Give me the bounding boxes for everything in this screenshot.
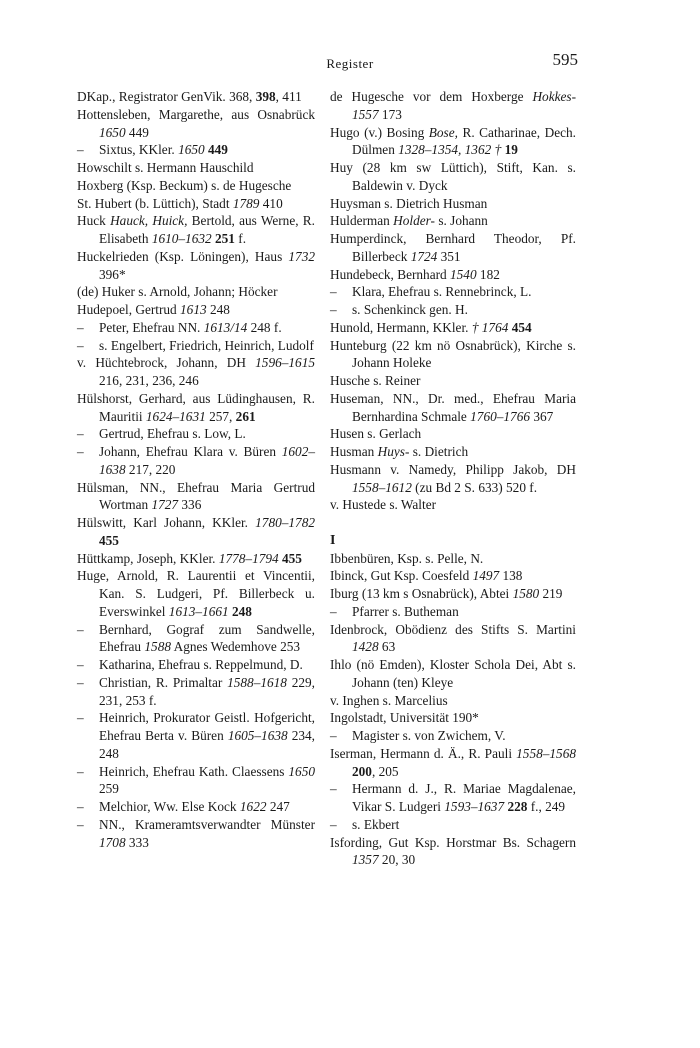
entry-text: 449: [125, 124, 149, 140]
entry-text: Humperdinck, Bernhard Theodor, Pf. Billerbeck: [330, 231, 576, 264]
entry-text: 259: [99, 781, 119, 797]
entry-text: 396*: [99, 266, 126, 282]
entry-text: 1610–1632: [151, 231, 212, 246]
entry-text: 1613–1661: [168, 603, 229, 619]
index-column-right: [330, 88, 576, 869]
index-subentry: [77, 319, 315, 337]
index-entry: [77, 106, 315, 142]
index-subentry: [77, 709, 315, 762]
entry-text: Agnes Wedemhove 253: [171, 639, 301, 655]
index-entry: [77, 212, 315, 248]
entry-text: 1497: [472, 568, 500, 584]
entry-text: 1588–1618: [227, 674, 287, 690]
index-subentry: [330, 283, 576, 301]
subentry-dash: –: [77, 319, 84, 335]
index-entry: [77, 248, 315, 284]
subentry-dash: –: [330, 284, 337, 300]
index-entry: [330, 585, 576, 603]
index-subentry: [77, 425, 315, 443]
entry-text: Klara, Ehefrau s. Rennebrinck, L.: [352, 284, 532, 300]
index-entry: [330, 159, 576, 195]
entry-text: Ibinck, Gut Ksp. Coesfeld: [330, 568, 473, 584]
entry-text: NN., Krameramtsverwandter Münster: [99, 816, 315, 832]
index-subentry: [77, 763, 315, 799]
entry-text: Ingolstadt, Universität 190*: [330, 710, 479, 726]
index-subentry: [330, 727, 576, 745]
entry-text: Bernhard, Gograf zum Sandwelle, Ehefrau: [99, 621, 315, 655]
entry-text: 1558–1568: [516, 745, 576, 761]
entry-text: 1596–1615: [255, 355, 315, 371]
subentry-dash: –: [330, 302, 337, 317]
entry-text: Hauck, Huick,: [110, 213, 188, 229]
entry-text: I: [330, 532, 336, 548]
entry-text: Idenbrock, Obödienz des Stifts S. Martini: [330, 621, 576, 637]
index-subentry: [77, 674, 315, 710]
index-entry: [77, 514, 315, 550]
index-entry: [330, 266, 576, 284]
entry-text: 1613: [180, 302, 207, 317]
entry-text: † 1764: [471, 319, 509, 335]
entry-text: 182: [476, 266, 500, 282]
subentry-dash: –: [77, 763, 84, 779]
entry-text: s. Dietrich: [409, 444, 469, 459]
entry-text: Peter, Ehefrau NN.: [99, 319, 204, 335]
entry-text: 19: [504, 142, 518, 158]
subentry-dash: –: [330, 728, 337, 743]
entry-text: 398: [255, 89, 276, 104]
entry-text: , 205: [371, 763, 399, 779]
entry-text: Huge, Arnold, R. Laurentii et Vincentii, Kan. S. Ludgeri, Pf. Billerbeck u. Everswinkel: [77, 568, 315, 619]
entry-text: 1778–1794: [218, 550, 279, 566]
index-entry: [330, 337, 576, 373]
entry-text: Pfarrer s. Butheman: [352, 603, 459, 619]
entry-text: 336: [178, 497, 202, 513]
entry-text: Husche s. Reiner: [330, 373, 421, 388]
index-subentry: [330, 301, 576, 319]
entry-text: 173: [378, 106, 402, 122]
entry-text: Isfording, Gut Ksp. Horstmar Bs. Schagern: [330, 834, 576, 850]
entry-text: 1789: [232, 195, 260, 211]
entry-text: 248: [206, 302, 230, 317]
entry-text: 351: [437, 248, 461, 264]
entry-text: s. Ekbert: [352, 816, 400, 832]
entry-text: 248 f.: [247, 319, 282, 335]
subentry-dash: –: [77, 621, 84, 637]
entry-text: s. Schenkinck gen. H.: [352, 302, 468, 317]
index-subentry: [77, 656, 315, 674]
index-column-left: [77, 88, 315, 851]
entry-text: 229, 231, 253 f.: [99, 674, 316, 708]
entry-text: Bertold, aus Werne, R. Elisabeth: [99, 213, 315, 246]
entry-text: v. Hüchtebrock, Johann, DH: [77, 355, 256, 371]
entry-text: 1328–1354, 1362 †: [398, 142, 502, 158]
entry-text: Hudepoel, Gertrud: [77, 302, 181, 317]
entry-text: Heinrich, Ehefrau Kath. Claessens: [99, 763, 289, 779]
entry-text: 1624–1631: [145, 408, 206, 424]
entry-text: St. Hubert (b. Lüttich), Stadt: [77, 195, 233, 211]
index-subentry: [77, 798, 315, 816]
entry-text: Melchior, Ww. Else Kock: [99, 799, 240, 814]
entry-text: 454: [511, 319, 532, 335]
index-entry: [330, 372, 576, 390]
index-entry: [330, 692, 576, 710]
entry-text: Huckelrieden (Ksp. Löningen), Haus: [77, 248, 289, 264]
entry-text: R. Catharinae, Dech. Dülmen: [352, 124, 576, 158]
entry-text: Huseman, NN., Dr. med., Ehefrau Maria Bernhardina Schmale: [330, 390, 576, 424]
entry-text: 367: [530, 408, 554, 424]
index-entry: [330, 550, 576, 568]
entry-text: Iserman, Hermann d. Ä., R. Pauli: [330, 745, 517, 761]
entry-text: (de) Huker s. Arnold, Johann; Höcker: [77, 284, 278, 300]
running-header: Register: [326, 56, 374, 71]
entry-text: 1732: [288, 248, 315, 264]
entry-text: 217, 220: [125, 461, 176, 477]
index-subentry: [330, 603, 576, 621]
entry-text: 261: [235, 408, 256, 424]
index-entry: [77, 283, 315, 301]
entry-text: Sixtus, KKler.: [99, 142, 179, 158]
entry-text: 219: [539, 586, 563, 601]
entry-text: v. Hustede s. Walter: [330, 497, 437, 513]
entry-text: 1760–1766: [470, 408, 530, 424]
index-subentry: [330, 816, 576, 834]
entry-text: 1605–1638: [227, 728, 288, 743]
entry-text: 455: [282, 550, 302, 566]
subentry-dash: –: [77, 657, 84, 672]
index-entry: [330, 496, 576, 514]
entry-text: 138: [499, 568, 523, 584]
entry-text: 1650: [288, 763, 315, 779]
index-entry: [330, 567, 576, 585]
entry-text: Huysman s. Dietrich Husman: [330, 195, 488, 211]
index-entry: [77, 301, 315, 319]
subentry-dash: –: [77, 710, 84, 726]
index-entry: [77, 195, 315, 213]
index-subentry: [330, 780, 576, 816]
entry-text: 1708: [99, 834, 126, 850]
entry-text: 410: [259, 195, 283, 211]
subentry-dash: –: [77, 444, 84, 459]
index-entry: [330, 709, 576, 727]
entry-text: 251: [214, 231, 235, 246]
entry-text: Hüttkamp, Joseph, KKler.: [77, 550, 219, 566]
entry-text: Hulderman: [330, 213, 394, 229]
entry-text: (zu Bd 2 S. 633) 520 f.: [411, 479, 538, 495]
index-entry: [77, 567, 315, 620]
entry-text: Hermann d. J., R. Mariae Magdalenae, Vikar S. Ludgeri: [352, 781, 576, 814]
entry-text: 1357: [352, 852, 379, 868]
entry-text: Magister s. von Zwichem, V.: [352, 728, 506, 743]
entry-text: Katharina, Ehefrau s. Reppelmund, D.: [99, 657, 303, 672]
page-number: 595: [552, 50, 578, 69]
index-subentry: [77, 141, 315, 159]
entry-text: 1780–1782: [255, 515, 315, 530]
entry-text: Gertrud, Ehefrau s. Low, L.: [99, 426, 246, 442]
entry-text: f., 249: [527, 799, 566, 814]
entry-text: s. Engelbert, Friedrich, Heinrich, Ludolf: [99, 337, 314, 353]
subentry-dash: –: [77, 426, 84, 442]
index-entry: [77, 390, 315, 426]
entry-text: Johann, Ehefrau Klara v. Büren: [99, 444, 282, 459]
entry-text: Hokkes-: [532, 89, 576, 104]
entry-text: f.: [234, 231, 247, 246]
index-entry: [77, 177, 315, 195]
entry-text: Husmann v. Namedy, Philipp Jakob, DH: [330, 461, 576, 477]
entry-text: Ihlo (nö Emden), Kloster Schola Dei, Abt s. Johann (ten) Kleye: [330, 657, 576, 690]
index-entry: [330, 195, 576, 213]
entry-text: 20, 30: [378, 852, 416, 868]
entry-text: 1650: [178, 142, 205, 158]
entry-text: 455: [99, 532, 119, 548]
entry-text: , 411: [275, 89, 302, 104]
entry-text: Iburg (13 km s Osnabrück), Abtei: [330, 586, 513, 601]
subentry-dash: –: [330, 603, 337, 619]
entry-text: Hugo (v.) Bosing: [330, 124, 429, 140]
entry-text: 1540: [450, 266, 477, 282]
entry-text: Huys-: [377, 444, 410, 459]
entry-text: Hundebeck, Bernhard: [330, 266, 450, 282]
entry-text: Hülshorst, Gerhard, aus Lüdinghausen, R. Mauritii: [77, 390, 315, 424]
entry-text: 1613/14: [203, 319, 248, 335]
entry-text: 1650: [99, 124, 126, 140]
entry-text: Huy (28 km sw Lüttich), Stift, Kan. s. Baldewin v. Dyck: [330, 160, 576, 193]
index-subentry: [77, 816, 315, 852]
entry-text: DKap., Registrator GenVik. 368,: [77, 89, 256, 104]
entry-text: 1580: [512, 586, 540, 601]
subentry-dash: –: [77, 142, 84, 158]
index-entry: [330, 390, 576, 426]
entry-text: Christian, R. Primaltar: [99, 674, 228, 690]
entry-text: Huck: [77, 213, 111, 229]
entry-text: Heinrich, Prokurator Geistl. Hofgericht, Ehefrau Berta v. Büren: [99, 710, 315, 743]
entry-text: 449: [207, 142, 228, 158]
entry-text: 1557: [352, 106, 379, 122]
entry-text: Ibbenbüren, Ksp. s. Pelle, N.: [330, 550, 484, 566]
subentry-dash: –: [77, 674, 84, 690]
entry-text: de Hugesche vor dem Hoxberge: [330, 89, 533, 104]
entry-text: 257,: [205, 408, 236, 424]
index-entry: [77, 88, 315, 106]
index-subentry: [77, 337, 315, 355]
entry-text: Hülswitt, Karl Johann, KKler.: [77, 515, 256, 530]
subentry-dash: –: [77, 337, 84, 353]
entry-text: 1724: [410, 248, 438, 264]
index-entry: [330, 745, 576, 781]
subentry-dash: –: [77, 816, 84, 832]
entry-text: 234, 248: [99, 728, 316, 761]
entry-text: 216, 231, 236, 246: [99, 373, 199, 388]
entry-text: 1622: [239, 799, 267, 814]
index-entry: [77, 354, 315, 390]
index-entry: [330, 212, 576, 230]
index-entry: [330, 656, 576, 692]
index-entry: [77, 550, 315, 568]
entry-text: 1558–1612: [352, 479, 412, 495]
entry-text: Hunold, Hermann, KKler.: [330, 319, 472, 335]
entry-text: Hunteburg (22 km nö Osnabrück), Kirche s. Johann Holeke: [330, 337, 576, 371]
index-entry: [330, 124, 576, 160]
entry-text: 63: [378, 639, 396, 655]
entry-text: 200: [352, 763, 372, 779]
entry-text: Husman: [330, 444, 378, 459]
index-entry: [330, 88, 576, 124]
entry-text: Husen s. Gerlach: [330, 426, 422, 442]
section-letter-heading: [330, 532, 576, 550]
entry-text: 1588: [144, 639, 171, 655]
subentry-dash: –: [330, 816, 337, 832]
entry-text: Bose,: [428, 124, 458, 140]
index-entry: [330, 425, 576, 443]
index-subentry: [77, 443, 315, 479]
entry-text: 248: [231, 603, 252, 619]
index-entry: [330, 319, 576, 337]
entry-text: 1593–1637: [444, 799, 505, 814]
entry-text: v. Inghen s. Marcelius: [330, 692, 448, 708]
entry-text: 333: [125, 834, 149, 850]
index-entry: [330, 621, 576, 657]
section-gap: [330, 514, 576, 532]
index-entry: [330, 443, 576, 461]
entry-text: s. Johann: [435, 213, 488, 229]
entry-text: Hoxberg (Ksp. Beckum) s. de Hugesche: [77, 177, 292, 193]
index-entry: [77, 159, 315, 177]
entry-text: 1602–1638: [99, 444, 315, 477]
entry-text: 1428: [352, 639, 379, 655]
subentry-dash: –: [330, 781, 337, 797]
entry-text: 228: [507, 799, 528, 814]
index-entry: [330, 834, 576, 870]
entry-text: Hülsman, NN., Ehefrau Maria Gertrud Wortman: [77, 479, 315, 513]
entry-text: Holder-: [393, 213, 435, 229]
subentry-dash: –: [77, 799, 84, 814]
index-subentry: [77, 621, 315, 657]
entry-text: Howschilt s. Hermann Hauschild: [77, 160, 254, 175]
entry-text: Hottensleben, Margarethe, aus Osnabrück: [77, 106, 315, 122]
entry-text: 247: [266, 799, 290, 814]
index-entry: [77, 479, 315, 515]
index-entry: [330, 230, 576, 266]
index-entry: [330, 461, 576, 497]
entry-text: 1727: [151, 497, 179, 513]
